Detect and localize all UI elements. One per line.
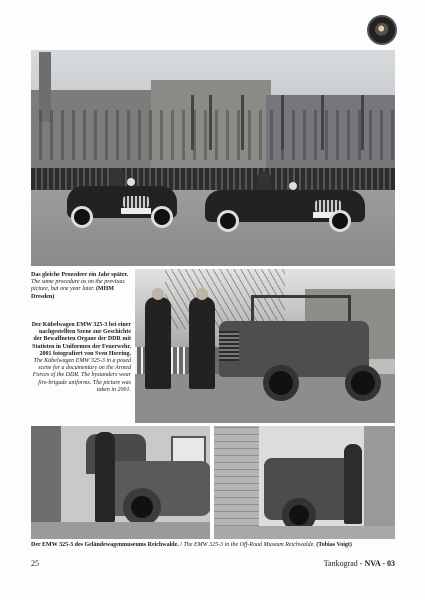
seal-icon [375,23,389,37]
footer-brand [324,557,395,571]
fire-brigade-photo [135,269,395,423]
footer-publisher: Tankograd - [323,559,365,568]
parade-car-right [205,172,365,234]
parade-caption-english: The same procedure as on the previous picture, but one year later. [31,279,125,293]
museum-caption-credit: (Tobias Voigt) [314,542,352,548]
parade-caption [31,272,131,301]
parade-caption-credit: (MHM Dresden) [31,286,114,300]
museum-photo-left [31,426,210,539]
museum-caption-german: Der EMW 325-3 des Geländewagenmuseums Reichwalde. [31,542,179,548]
parade-caption-german: Das gleiche Prozedere ein Jahr später. [31,272,129,278]
parade-photo [31,50,395,266]
museum-caption-english: The EMW 325-3 in the Off-Road Museum Reichwalde. [183,542,315,548]
museum-caption-separator: / [178,542,184,548]
fire-brigade-caption [31,322,131,394]
fire-brigade-caption-german: Der Kübelwagen EMW 325-3 bei einer nachgestellten Szene zur Geschichte der Bewaffneten Organe der DDR mit Statisten in Uniformen der Feuerwehr. 2001 fotografiert von Sven Heering. [31,322,131,357]
fire-brigade-caption-english: The Kübelwagen EMW 325-3 in a posed scene for a documentary on the Armed Forces of the DDR. The bystanders wear fire-brigade uniforms. The picture was taken in 2001. [32,358,131,393]
museum-caption [31,542,395,549]
footer-series: NVA - 03 [364,559,395,568]
page-number: 25 [31,559,39,568]
parade-car-left [67,168,177,230]
nva-seal-logo [367,15,397,45]
museum-photo-right [214,426,395,539]
page-footer [31,557,395,571]
